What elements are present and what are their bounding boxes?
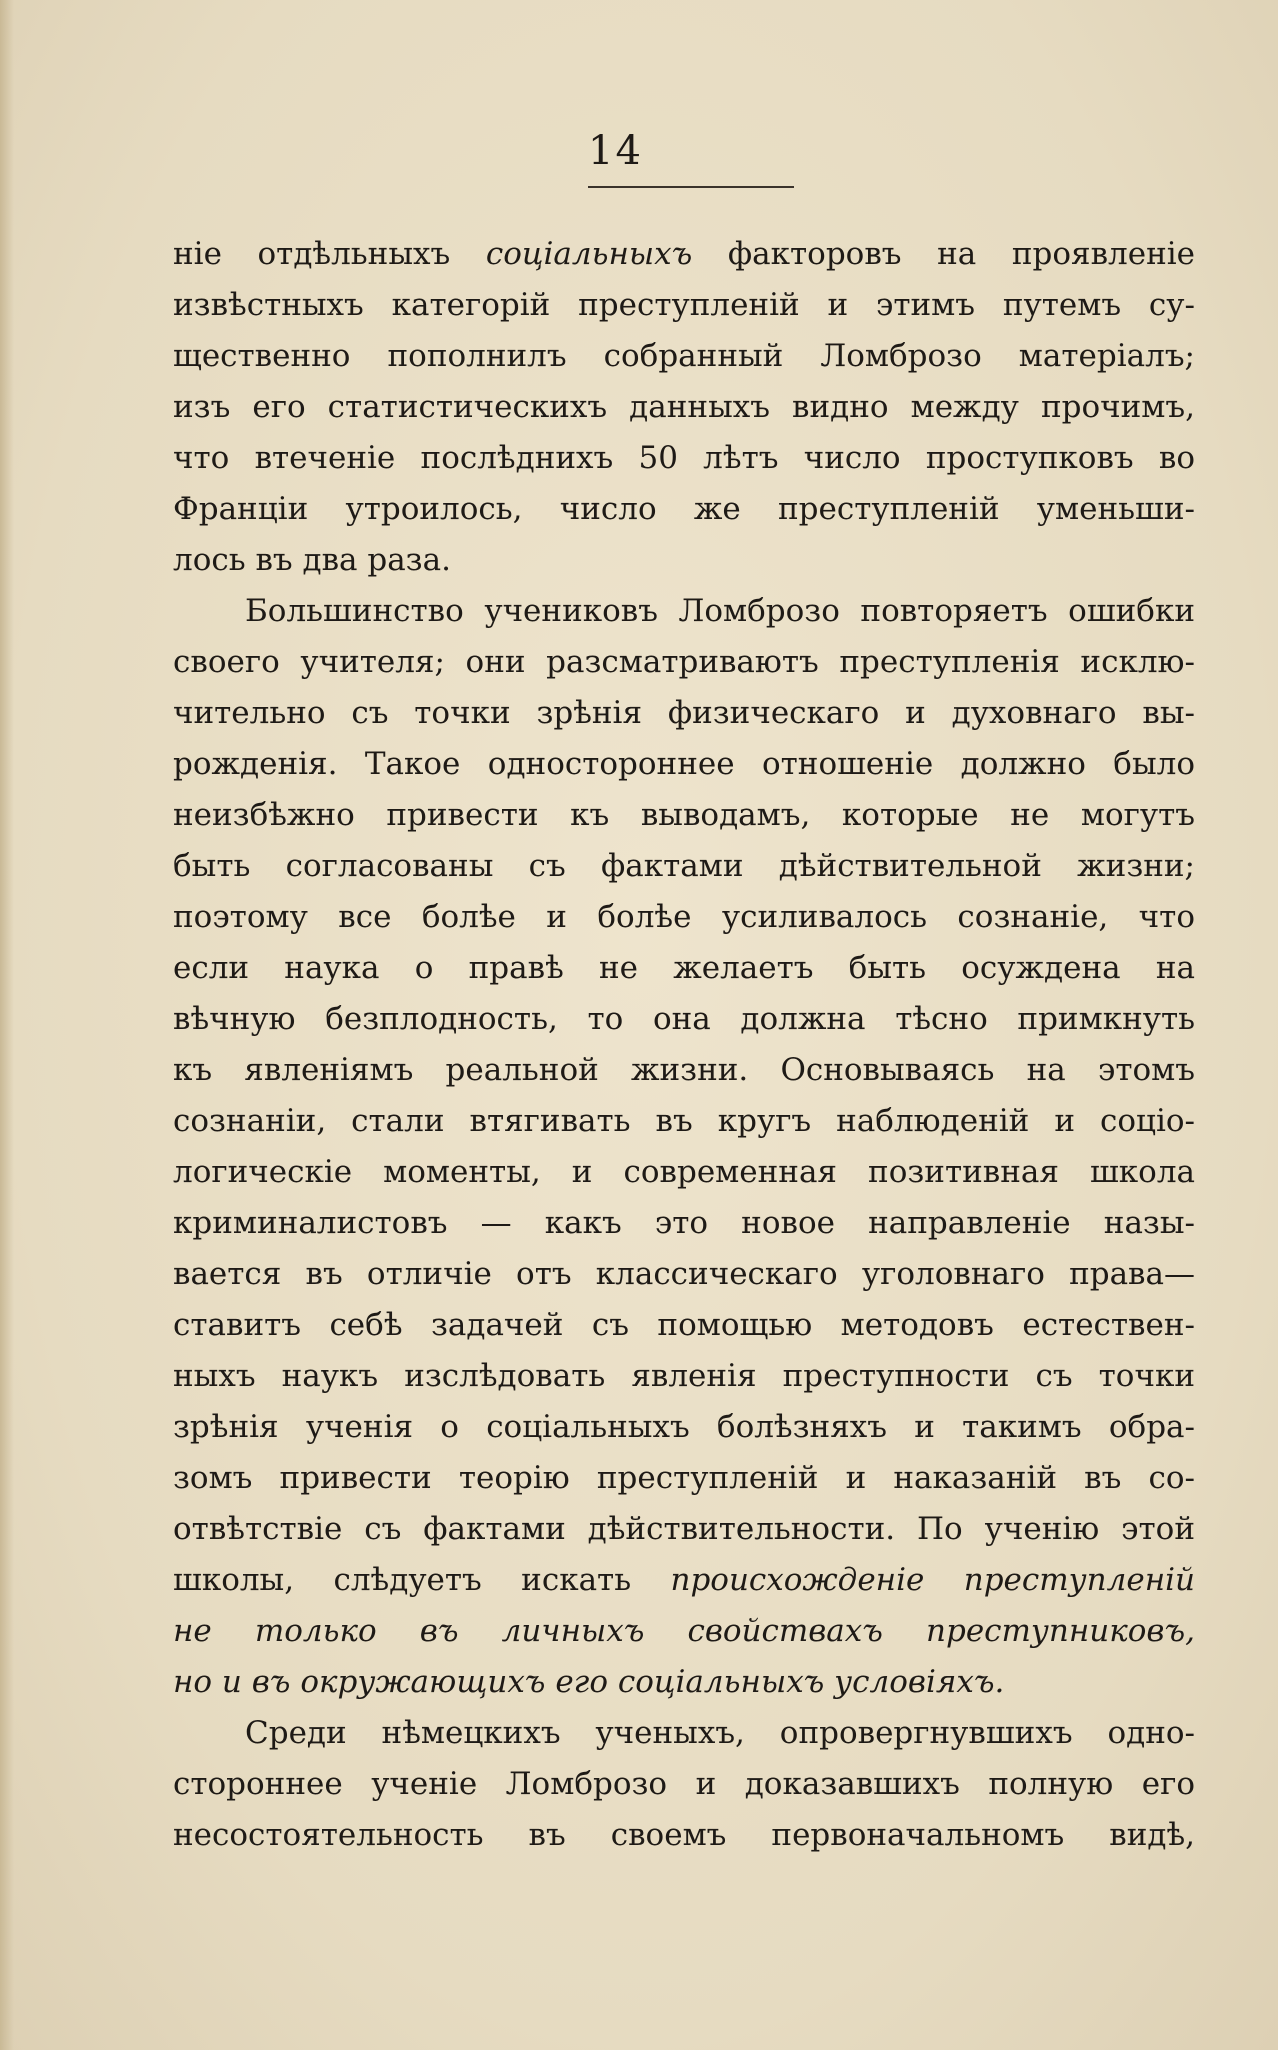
text-run: къ явленіямъ реальной жизни. Основываясь на этомъ (173, 1052, 1195, 1088)
text-line (173, 586, 1195, 637)
italic-text-run: происхожденіе преступленій (670, 1562, 1195, 1598)
text-line (173, 1198, 1195, 1249)
text-run: что втеченіе послѣднихъ 50 лѣтъ число проступковъ во (173, 440, 1195, 476)
text-line (173, 739, 1195, 790)
text-line (173, 1300, 1195, 1351)
text-line (173, 280, 1195, 331)
text-run: ніе отдѣльныхъ (173, 236, 486, 272)
text-line (173, 1045, 1195, 1096)
page-edge-shadow (0, 0, 14, 2050)
text-line (173, 1810, 1195, 1861)
text-run: неизбѣжно привести къ выводамъ, которые не могутъ (173, 797, 1195, 833)
text-line (173, 535, 1195, 586)
text-run: зрѣнія ученія о соціальныхъ болѣзняхъ и такимъ обра- (173, 1409, 1195, 1445)
text-line (173, 484, 1195, 535)
text-line (173, 688, 1195, 739)
body-text (173, 229, 1195, 1861)
text-run: изъ его статистическихъ данныхъ видно между прочимъ, (173, 389, 1195, 425)
text-run: несостоятельность въ своемъ первоначальномъ видѣ, (173, 1817, 1195, 1853)
text-line (173, 1351, 1195, 1402)
text-run: Большинство учениковъ Ломброзо повторяетъ ошибки (245, 593, 1195, 629)
text-run: поэтому все болѣе и болѣе усиливалось сознаніе, что (173, 899, 1195, 935)
text-run: стороннее ученіе Ломброзо и доказавшихъ полную его (173, 1766, 1195, 1802)
text-run: щественно пополнилъ собранный Ломброзо матеріалъ; (173, 338, 1195, 374)
text-run: вается въ отличіе отъ классическаго уголовнаго права— (173, 1256, 1195, 1292)
text-run: вѣчную безплодность, то она должна тѣсно примкнуть (173, 1001, 1195, 1037)
text-line (173, 382, 1195, 433)
text-line (173, 1606, 1195, 1657)
text-run: лось въ два раза. (173, 542, 451, 578)
text-line (173, 1147, 1195, 1198)
text-line (173, 943, 1195, 994)
text-run: Среди нѣмецкихъ ученыхъ, опровергнувшихъ одно- (245, 1715, 1195, 1751)
text-run: криминалистовъ — какъ это новое направленіе назы- (173, 1205, 1195, 1241)
text-line (173, 1657, 1195, 1708)
page-number: 14 (588, 128, 643, 174)
text-run: если наука о правѣ не желаетъ быть осуждена на (173, 950, 1195, 986)
text-run: Франціи утроилось, число же преступленій уменьши- (173, 491, 1195, 527)
text-line (173, 1249, 1195, 1300)
text-run: зомъ привести теорію преступленій и наказаній въ со- (173, 1460, 1195, 1496)
text-line (173, 1759, 1195, 1810)
text-line (173, 1402, 1195, 1453)
text-line (173, 892, 1195, 943)
text-run: ныхъ наукъ изслѣдовать явленія преступности съ точки (173, 1358, 1195, 1394)
text-run: чительно съ точки зрѣнія физическаго и духовнаго вы- (173, 695, 1195, 731)
text-line (173, 433, 1195, 484)
text-line (173, 331, 1195, 382)
italic-text-run: соціальныхъ (485, 236, 693, 272)
text-run: рожденія. Такое одностороннее отношеніе должно было (173, 746, 1195, 782)
text-run: отвѣтствіе съ фактами дѣйствительности. По ученію этой (173, 1511, 1195, 1547)
italic-text-run: не только въ личныхъ свойствахъ преступниковъ, (173, 1613, 1195, 1649)
text-run: извѣстныхъ категорій преступленій и этимъ путемъ су- (173, 287, 1195, 323)
italic-text-run: но и въ окружающихъ его соціальныхъ условіяхъ. (173, 1664, 1005, 1700)
text-run: сознаніи, стали втягивать въ кругъ наблюденій и соціо- (173, 1103, 1195, 1139)
text-line (173, 994, 1195, 1045)
text-run: факторовъ на проявленіе (692, 236, 1195, 272)
text-run: быть согласованы съ фактами дѣйствительной жизни; (173, 848, 1195, 884)
text-line (173, 1555, 1195, 1606)
text-line (173, 637, 1195, 688)
text-run: своего учителя; они разсматриваютъ преступленія исклю- (173, 644, 1195, 680)
text-line (173, 1096, 1195, 1147)
text-line (173, 790, 1195, 841)
text-run: ставитъ себѣ задачей съ помощью методовъ естествен- (173, 1307, 1195, 1343)
text-line (173, 841, 1195, 892)
text-line (173, 1453, 1195, 1504)
text-line (173, 1708, 1195, 1759)
text-line (173, 229, 1195, 280)
text-line (173, 1504, 1195, 1555)
header-rule (588, 186, 794, 188)
text-run: логическіе моменты, и современная позитивная школа (173, 1154, 1195, 1190)
text-run: школы, слѣдуетъ искать (173, 1562, 671, 1598)
